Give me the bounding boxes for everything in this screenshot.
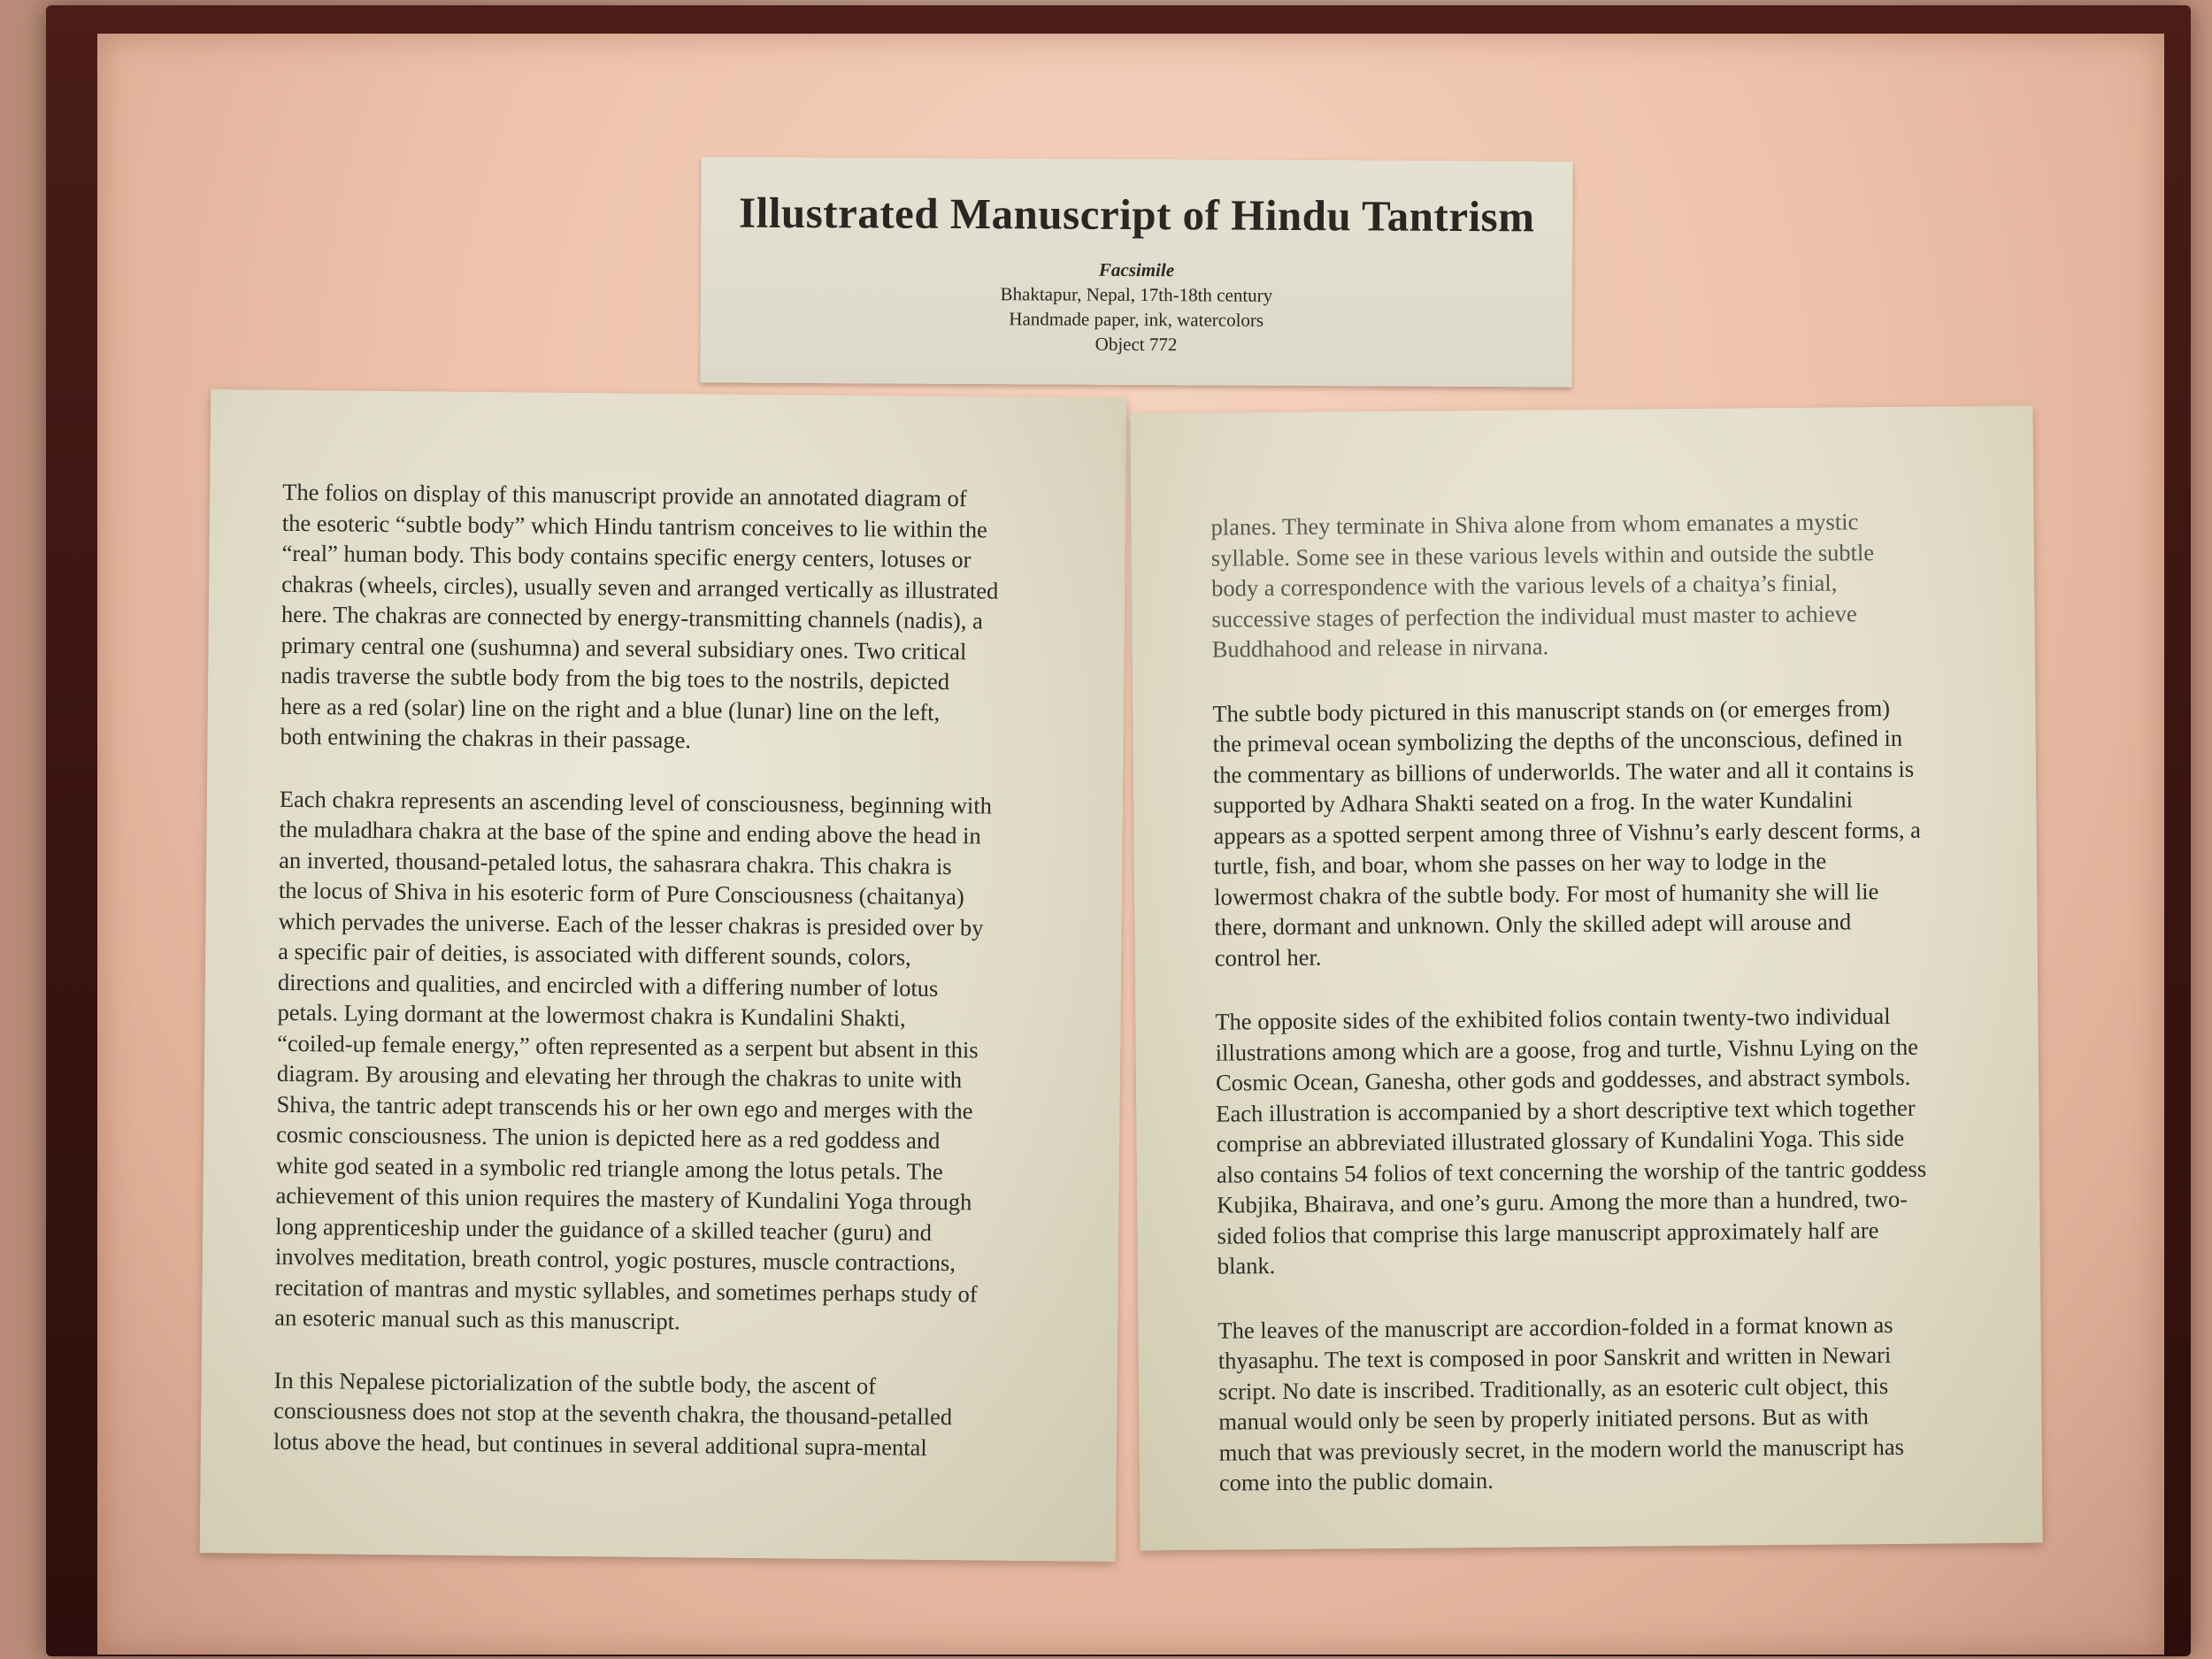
text-line: cosmic consciousness. The union is depicted here as a red goddess and bbox=[276, 1120, 941, 1155]
text-line: turtle, fish, and boar, whom she passes on her way to lodge in the bbox=[1213, 847, 1827, 879]
text-line: Cosmic Ocean, Ganesha, other gods and goddesses, and abstract symbols. bbox=[1215, 1063, 1911, 1096]
text-line: achievement of this union requires the mastery of Kundalini Yoga through bbox=[275, 1181, 972, 1216]
text-line: long apprenticeship under the guidance of a skilled teacher (guru) and bbox=[275, 1212, 933, 1246]
left-text-panel bbox=[200, 389, 1127, 1562]
text-line: syllable. Some see in these various levels within and outside the subtle bbox=[1210, 538, 1875, 572]
text-line: thyasaphu. The text is composed in poor Sanskrit and written in Newari bbox=[1217, 1341, 1892, 1374]
exhibit-title: Illustrated Manuscript of Hindu Tantrism bbox=[738, 188, 1535, 242]
text-line: The folios on display of this manuscript provide an annotated diagram of bbox=[282, 478, 967, 512]
text-line: comprise an abbreviated illustrated glossary of Kundalini Yoga. This side bbox=[1216, 1124, 1905, 1157]
text-line: blank. bbox=[1217, 1252, 1276, 1279]
text-line: nadis traverse the subtle body from the big toes to the nostrils, depicted bbox=[280, 661, 950, 695]
text-line: here as a red (solar) line on the right and a blue (lunar) line on the left, bbox=[280, 692, 941, 726]
text-line: an inverted, thousand-petaled lotus, the sahasrara chakra. This chakra is bbox=[279, 846, 952, 879]
text-paragraph bbox=[274, 783, 1074, 1340]
text-line: the commentary as billions of underworlds. The water and all it contains is bbox=[1212, 755, 1915, 788]
text-line: an esoteric manual such as this manuscript. bbox=[274, 1303, 680, 1335]
text-line: “real” human body. This body contains specific energy centers, lotuses or bbox=[281, 539, 972, 573]
text-line: In this Nepalese pictorialization of the subtle body, the ascent of bbox=[273, 1366, 877, 1399]
text-line: recitation of mantras and mystic syllables, and sometimes perhaps study of bbox=[274, 1273, 978, 1307]
text-line: petals. Lying dormant at the lowermost chakra is Kundalini Shakti, bbox=[277, 998, 906, 1032]
text-line: here. The chakras are connected by energy-transmitting channels (nadis), a bbox=[280, 600, 983, 634]
right-text-panel bbox=[1130, 406, 2042, 1551]
text-line: Buddhahood and release in nirvana. bbox=[1211, 633, 1549, 663]
text-line: come into the public domain. bbox=[1218, 1466, 1494, 1496]
text-line: Kubjika, Bhairava, and one’s guru. Among the more than a hundred, two- bbox=[1217, 1185, 1909, 1218]
text-line: The leaves of the manuscript are accordion-folded in a format known as bbox=[1217, 1310, 1893, 1344]
text-line: Each illustration is accompanied by a short descriptive text which together bbox=[1216, 1094, 1916, 1127]
text-line: directions and qualities, and encircled with a differing number of lotus bbox=[277, 968, 939, 1002]
text-line: white god seated in a symbolic red triangle among the lotus petals. The bbox=[275, 1151, 943, 1185]
text-line: supported by Adhara Shakti seated on a frog. In the water Kundalini bbox=[1213, 786, 1854, 818]
text-line: involves meditation, breath control, yogic postures, muscle contractions, bbox=[274, 1242, 956, 1277]
text-line: script. No date is inscribed. Traditionally, as an esoteric cult object, this bbox=[1217, 1371, 1889, 1405]
text-line: planes. They terminate in Shiva alone from whom emanates a mystic bbox=[1210, 508, 1859, 541]
text-line: consciousness does not stop at the seventh chakra, the thousand-petalled bbox=[273, 1396, 953, 1431]
exhibit-origin: Bhaktapur, Nepal, 17th-18th century bbox=[1000, 283, 1273, 306]
text-line: the muladhara chakra at the base of the spine and ending above the head in bbox=[279, 815, 981, 849]
text-line: also contains 54 folios of text concerning the worship of the tantric goddess bbox=[1216, 1155, 1927, 1188]
text-line: a specific pair of deities, is associated with different sounds, colors, bbox=[278, 937, 911, 971]
text-line: successive stages of perfection the individual must master to achieve bbox=[1211, 599, 1857, 633]
text-line: body a correspondence with the various levels of a chaitya’s finial, bbox=[1211, 569, 1838, 602]
text-line: the primeval ocean symbolizing the depths of the unconscious, defined in bbox=[1212, 724, 1903, 757]
text-line: Shiva, the tantric adept transcends his or her own ego and merges with the bbox=[276, 1090, 973, 1124]
text-line: there, dormant and unknown. Only the skilled adept will arouse and bbox=[1214, 908, 1852, 941]
text-line: Each chakra represents an ascending level of consciousness, beginning with bbox=[279, 785, 993, 819]
text-paragraph bbox=[1212, 691, 1993, 972]
text-line: primary central one (sushumna) and several subsidiary ones. Two critical bbox=[280, 631, 967, 664]
text-line: both entwining the chakras in their passage. bbox=[280, 722, 692, 754]
text-line: the locus of Shiva in his esoteric form of Pure Consciousness (chaitanya) bbox=[278, 876, 964, 910]
text-line: much that was previously secret, in the modern world the manuscript has bbox=[1218, 1432, 1904, 1466]
exhibit-subtitle: Facsimile bbox=[1098, 258, 1175, 281]
text-line: lotus above the head, but continues in several additional supra-mental bbox=[273, 1427, 927, 1461]
text-paragraph bbox=[1210, 505, 1990, 664]
text-paragraph bbox=[273, 1364, 1069, 1463]
text-line: lowermost chakra of the subtle body. For most of humanity she will lie bbox=[1214, 877, 1879, 910]
text-line: chakras (wheels, circles), usually seven and arranged vertically as illustrated bbox=[281, 570, 999, 604]
text-line: which pervades the universe. Each of the lesser chakras is presided over by bbox=[278, 907, 984, 941]
text-line: the esoteric “subtle body” which Hindu tantrism conceives to lie within the bbox=[281, 509, 988, 542]
text-paragraph bbox=[280, 477, 1077, 759]
text-line: The subtle body pictured in this manuscript stands on (or emerges from) bbox=[1212, 694, 1891, 727]
exhibit-materials: Handmade paper, ink, watercolors bbox=[1009, 308, 1264, 331]
text-line: The opposite sides of the exhibited folios contain twenty-two individual bbox=[1215, 1002, 1891, 1035]
exhibit-title-label bbox=[700, 157, 1572, 387]
text-paragraph bbox=[1215, 1000, 1996, 1281]
text-line: manual would only be seen by properly initiated persons. But as with bbox=[1218, 1402, 1869, 1435]
text-line: illustrations among which are a goose, frog and turtle, Vishnu Lying on the bbox=[1215, 1033, 1919, 1066]
text-line: control her. bbox=[1214, 943, 1322, 972]
exhibit-object-number: Object 772 bbox=[1094, 333, 1178, 356]
text-line: “coiled-up female energy,” often represented as a serpent but absent in this bbox=[277, 1029, 979, 1063]
text-line: diagram. By arousing and elevating her through the chakras to unite with bbox=[276, 1059, 963, 1094]
text-paragraph bbox=[1217, 1308, 1998, 1498]
text-line: appears as a spotted serpent among three of Vishnu’s early descent forms, a bbox=[1213, 816, 1921, 849]
text-line: sided folios that comprise this large manuscript approximately half are bbox=[1217, 1216, 1879, 1249]
